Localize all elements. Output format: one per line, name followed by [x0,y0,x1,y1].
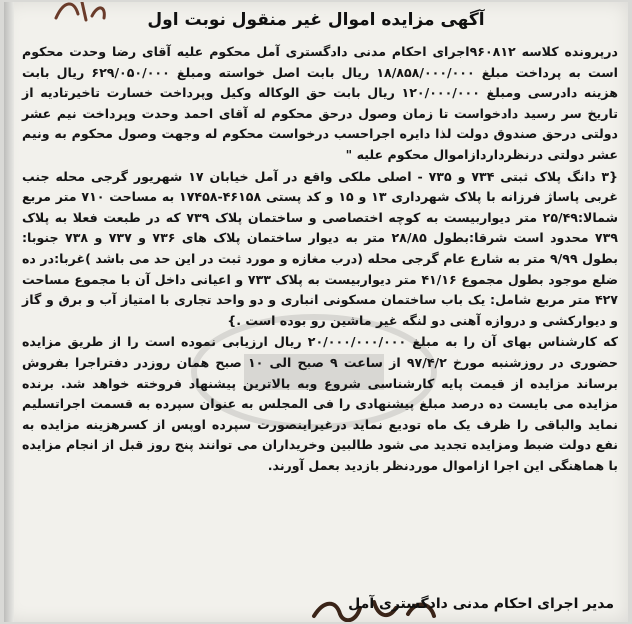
paragraph-auction-terms: که کارشناس بهای آن را به مبلغ ۲۰/۰۰۰/۰۰۰/۰۰۰ ریال ارزیابی نموده است را از طریق مزایده حضوری در روزشنبه مورخ ۹۷/۴/۲ از ساعت ۹ صبح الی ۱۰ صبح همان روزدر دفتراجرا بفروش برساند مزایده از قیمت پایه کارشناسی شروع وبه بالاترین پیشنهاد فروخته خواهد شد. برنده مزایده می بایست ده درصد مبلغ پیشنهادی را فی المجلس به عنوان سپرده به قسمت اجراتسلیم نماید والباقی را ظرف یک ماه تودیع نماید درغیراینصورت سپرده اوپس از کسرهزینه مزایده به نفع دولت ضبط ومزایده تجدید می شود طالبین وخریداران می توانند پنج روز قبل از انجام مزایده با هماهنگی این اجرا ازاموال موردنظر بازدید بعمل آورند. [22,334,618,473]
page-edge [4,2,14,622]
paragraph-judgment: درپرونده کلاسه ۹۶۰۸۱۲اجرای احکام مدنی دادگستری آمل محکوم علیه آقای رضا وحدت محکوم است به پرداخت مبلغ ۱۸/۸۵۸/۰۰۰/۰۰۰ ریال بابت اصل خواسته ومبلغ ۶۲۹/۰۵۰/۰۰۰ ریال بابت هزینه دادرسی ومبلغ ۱۲۰/۰۰۰/۰۰۰ ریال بابت حق الوکاله وکیل وپرداخت خسارت تاخیرتادیه از تاریخ سر رسید دادخواست تا زمان وصول درحق محکوم له آقای احمد وحدت وپرداخت نیم عشر دولتی درحق صندوق دولت لذا دایره اجراحسب درخواست محکوم له وجهت وصول محکوم به ونیم عشر دولتی درنظرداردازاموال محکوم علیه " [22,44,619,162]
notice-body [22,42,618,477]
notice-title: آگهی مزایده اموال غیر منقول نوبت اول [147,10,485,30]
paragraph-property-details: {۳ دانگ پلاک ثبتی ۷۳۴ و ۷۳۵ - اصلی ملکی واقع در آمل خیابان ۱۷ شهریور گرجی محله جنب غربی پاساژ فرزانه با پلاک شهرداری ۱۳ و ۱۵ و کد پستی ۴۶۱۵۸-۱۷۴۵۸ به مساحت ۷۱۰ متر مربع شمالا:۲۵/۴۹ متر دیواربیست به کوچه اختصاصی و ساختمان پلاک ۷۳۹ که در طبعت فعلا به پلاک ۷۳۹ محدود است شرقا:بطول ۲۸/۸۵ متر به دیوار ساختمان پلاک های ۷۳۶ و ۷۳۷ و ۷۳۸ جنوبا: بطول ۹/۹۹ متر به شارع عام گرجی محله (درب مغازه و مورد ثبت در این حد می باشد )غربا:در ده ضلع موجود بطول مجموع ۴۱/۱۶ متر دیواربیست به پلاک ۷۳۳ و اعیانی داخل آن با مجموع مساحت ۴۲۷ متر مربع شامل: یک باب ساختمان مسکونی انباری و دو واحد تجاری با امتیاز آب و برق و گاز و دیوارکشی و دروازه آهنی دو لنگه غیر ماشین رو بوده است .} [22,168,619,328]
newspaper-clipping [4,2,628,622]
signature-line: مدیر اجرای احکام مدنی دادگستری آمل [348,596,614,612]
